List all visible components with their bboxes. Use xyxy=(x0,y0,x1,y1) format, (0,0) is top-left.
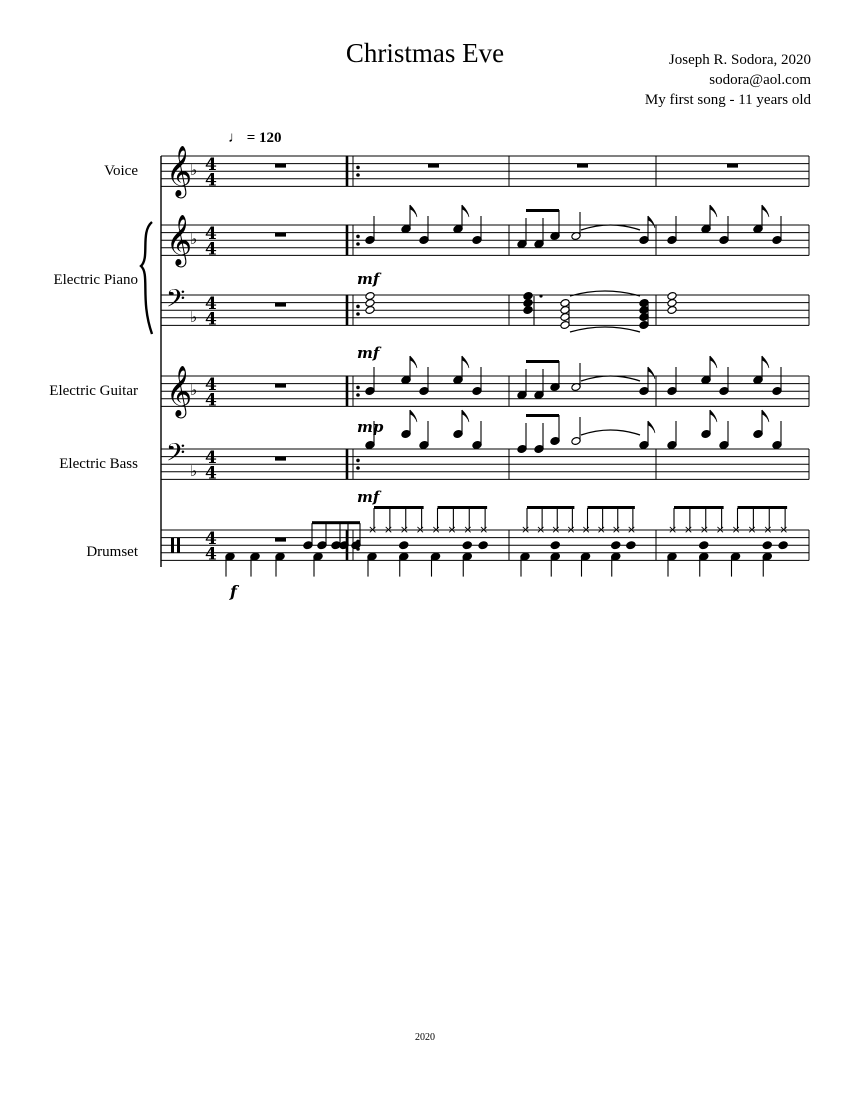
quarter-note-icon: ♩ xyxy=(228,130,243,146)
flat-key-signature-icon: ♭ xyxy=(190,307,198,326)
snare-note xyxy=(550,541,560,550)
eighth-flag xyxy=(462,205,469,217)
repeat-dot xyxy=(356,386,360,390)
hihat-note: × xyxy=(463,523,473,536)
repeat-dot xyxy=(356,466,360,470)
snare-note xyxy=(762,541,772,550)
treble-clef-icon: 𝄞 xyxy=(166,214,193,266)
hihat-note: × xyxy=(683,523,694,536)
beam xyxy=(526,360,559,363)
hihat-note: × xyxy=(415,523,425,536)
percussion-clef-icon xyxy=(177,538,180,553)
repeat-dot xyxy=(356,166,360,170)
beam xyxy=(374,506,424,509)
hihat-note: × xyxy=(581,523,591,536)
repeat-dot xyxy=(356,312,360,316)
hihat-note: × xyxy=(668,523,678,536)
dynamic-drums-mf: mf xyxy=(357,488,380,506)
beam xyxy=(312,521,360,524)
beam xyxy=(526,414,559,417)
eighth-flag xyxy=(648,216,655,228)
hihat-note: × xyxy=(521,523,531,536)
snare-note xyxy=(778,541,788,550)
eighth-flag xyxy=(762,410,769,422)
piano-brace xyxy=(141,222,152,334)
hihat-note: × xyxy=(611,523,621,536)
time-signature-bottom: 4 xyxy=(205,463,217,484)
snare-note xyxy=(611,541,621,550)
score-title: Christmas Eve xyxy=(345,38,505,68)
eighth-flag xyxy=(410,410,417,422)
treble-clef-icon: 𝄞 xyxy=(166,145,193,197)
hihat-note: × xyxy=(399,523,409,536)
whole-chord-note xyxy=(667,292,677,301)
whole-rest xyxy=(275,303,286,307)
eighth-flag xyxy=(648,367,655,379)
flat-key-signature-icon: ♭ xyxy=(190,230,198,249)
tempo-value: = 120 xyxy=(246,130,282,146)
time-signature-bottom: 4 xyxy=(205,170,217,191)
instrument-label-electric-piano: Electric Piano xyxy=(53,272,138,288)
eighth-flag xyxy=(710,356,717,368)
time-signature-bottom: 4 xyxy=(205,309,217,330)
snare-note xyxy=(626,541,636,550)
beam xyxy=(526,209,559,212)
tie xyxy=(581,376,640,381)
time-signature-top: 4 xyxy=(205,375,217,396)
beam xyxy=(738,506,788,509)
eighth-flag xyxy=(762,356,769,368)
dynamic-drums-f: f xyxy=(230,582,237,601)
time-signature-top: 4 xyxy=(205,294,217,315)
eighth-flag xyxy=(710,205,717,217)
eighth-flag xyxy=(462,410,469,422)
repeat-dot xyxy=(356,235,360,239)
instrument-label-electric-bass: Electric Bass xyxy=(59,456,138,472)
repeat-dot xyxy=(356,305,360,309)
composer-line: Joseph R. Sodora, 2020 xyxy=(668,52,811,68)
hihat-note: × xyxy=(747,523,757,536)
whole-rest xyxy=(428,164,439,168)
dynamic-bass-mp: mp xyxy=(357,418,384,436)
hihat-note: × xyxy=(715,523,725,536)
whole-chord-note xyxy=(365,292,375,301)
whole-rest xyxy=(577,164,588,168)
hihat-note: × xyxy=(596,523,606,536)
time-signature-bottom: 4 xyxy=(205,544,217,565)
instrument-label-drumset: Drumset xyxy=(86,544,138,560)
hihat-note: × xyxy=(626,523,637,536)
dynamic-guitar-mf: mf xyxy=(357,344,380,362)
repeat-dot xyxy=(356,459,360,463)
beam xyxy=(438,506,488,509)
eighth-flag xyxy=(710,410,717,422)
tie xyxy=(570,327,640,332)
whole-rest xyxy=(727,164,738,168)
flat-key-signature-icon: ♭ xyxy=(190,161,198,180)
hihat-note: × xyxy=(447,523,457,536)
snare-note xyxy=(699,541,709,550)
hihat-note: × xyxy=(763,523,773,536)
hihat-note: × xyxy=(731,523,741,536)
hihat-note: × xyxy=(566,523,576,536)
whole-rest xyxy=(275,457,286,461)
beam xyxy=(527,506,574,509)
augmentation-dot xyxy=(539,294,542,297)
beam xyxy=(674,506,724,509)
whole-rest xyxy=(275,384,286,388)
hihat-note: × xyxy=(536,523,546,536)
bass-clef-icon: 𝄢 xyxy=(166,284,186,320)
snare-note xyxy=(399,541,409,550)
hihat-note: × xyxy=(479,523,489,536)
time-signature-top: 4 xyxy=(205,529,217,550)
whole-rest xyxy=(275,233,286,237)
page-footer: 2020 xyxy=(415,1032,435,1043)
tie xyxy=(581,225,640,230)
time-signature-top: 4 xyxy=(205,155,217,176)
dynamic-piano-mf: mf xyxy=(357,270,380,288)
whole-rest xyxy=(275,538,286,542)
percussion-clef-icon xyxy=(171,538,174,553)
hihat-note: × xyxy=(551,523,561,536)
composer-note: My first song - 11 years old xyxy=(644,92,811,108)
tie xyxy=(581,430,640,435)
hihat-note: × xyxy=(699,523,709,536)
instrument-label-voice: Voice xyxy=(104,163,138,179)
hihat-note: × xyxy=(779,523,789,536)
eighth-flag xyxy=(410,356,417,368)
beam xyxy=(588,506,635,509)
flat-key-signature-icon: ♭ xyxy=(190,381,198,400)
repeat-dot xyxy=(356,173,360,177)
eighth-flag xyxy=(648,421,655,433)
eighth-flag xyxy=(762,205,769,217)
snare-note xyxy=(462,541,472,550)
chord-note xyxy=(523,292,533,301)
snare-note xyxy=(478,541,488,550)
hihat-note: × xyxy=(383,523,394,536)
hihat-note: × xyxy=(431,523,441,536)
time-signature-bottom: 4 xyxy=(205,239,217,260)
treble-clef-icon: 𝄞 xyxy=(166,365,193,417)
whole-rest xyxy=(275,164,286,168)
hihat-note: × xyxy=(368,523,378,536)
eighth-flag xyxy=(462,356,469,368)
bass-clef-icon: 𝄢 xyxy=(166,438,186,474)
repeat-dot xyxy=(356,242,360,246)
eighth-flag xyxy=(410,205,417,217)
flat-key-signature-icon: ♭ xyxy=(190,461,198,480)
time-signature-top: 4 xyxy=(205,448,217,469)
composer-email: sodora@aol.com xyxy=(709,72,811,88)
repeat-dot xyxy=(356,393,360,397)
instrument-label-electric-guitar: Electric Guitar xyxy=(49,383,138,399)
time-signature-top: 4 xyxy=(205,224,217,245)
time-signature-bottom: 4 xyxy=(205,390,217,411)
